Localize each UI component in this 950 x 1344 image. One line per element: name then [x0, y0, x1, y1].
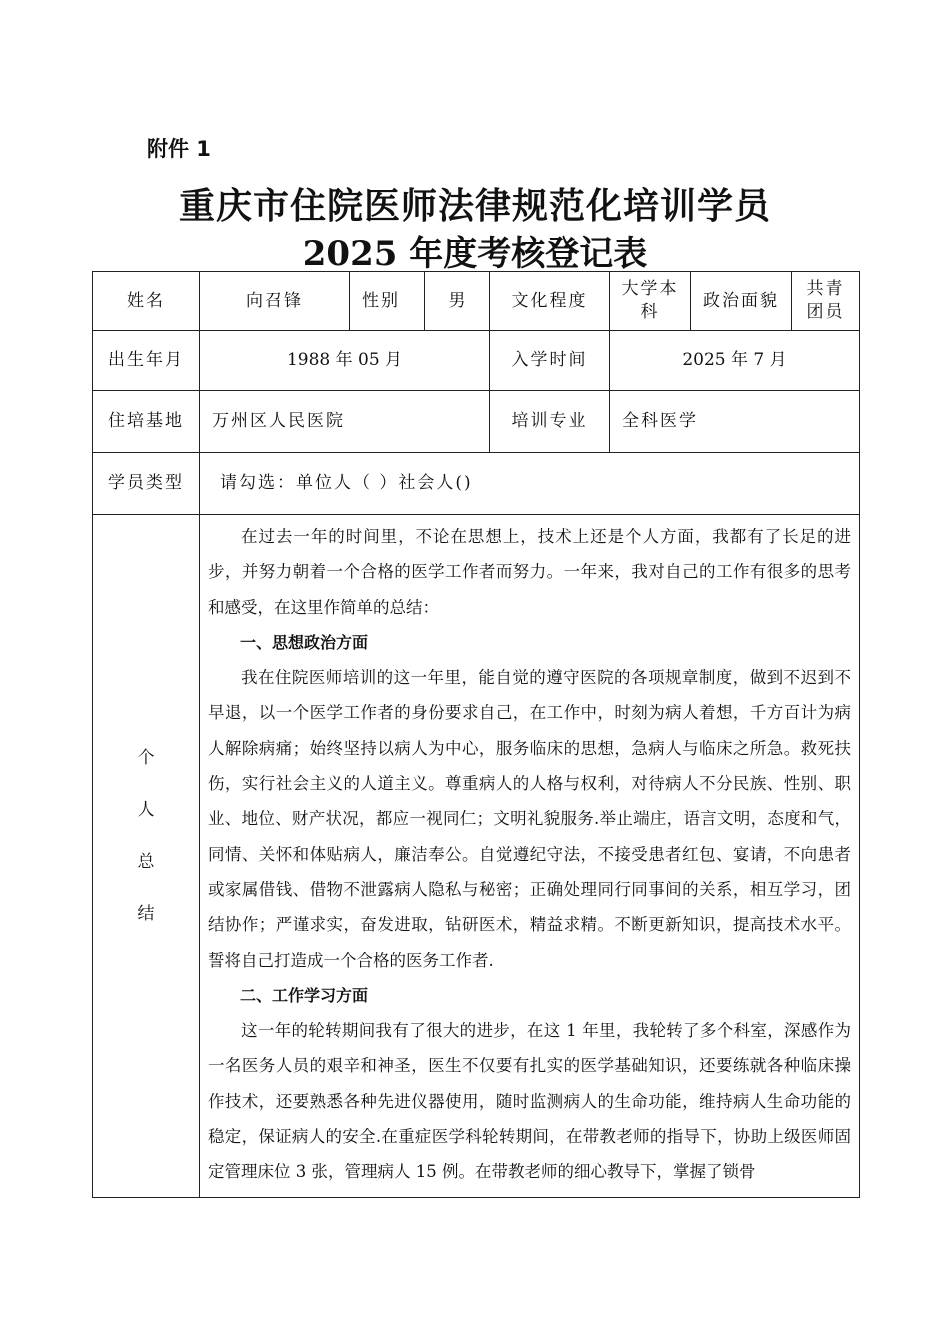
- row-basic-info: [93, 272, 860, 331]
- enroll-label: 入学时间: [490, 331, 610, 391]
- base-label: 住培基地: [93, 391, 200, 453]
- row-dates: [93, 331, 860, 391]
- summary-paragraph: 我在住院医师培训的这一年里，能自觉的遵守医院的各项规章制度，做到不迟到不早退，以一个医学工作者的身份要求自己，在工作中，时刻为病人着想，千方百计为病人解除病痛；始终坚持以病人为中心，服务临床的思想，急病人与临床之所急。救死扶伤，实行社会主义的人道主义。尊重病人的人格与权利，对待病人不分民族、性别、职业、地位、财产状况，都应一视同仁；文明礼貌服务.举止端庄，语言文明，态度和气，同情、关怀和体贴病人，廉洁奉公。自觉遵纪守法，不接受患者红包、宴请，不向患者或家属借钱、借物不泄露病人隐私与秘密；正确处理同行同事间的关系，相互学习，团结协作；严谨求实，奋发进取，钻研医术，精益求精。不断更新知识，提高技术水平。誓将自己打造成一个合格的医务工作者.: [208, 668, 851, 970]
- type-label: 学员类型: [93, 453, 200, 515]
- section-heading: 一、思想政治方面: [240, 632, 369, 652]
- summary-label-char: 个: [137, 748, 155, 768]
- summary-label: [93, 515, 200, 1198]
- birth-label: 出生年月: [93, 331, 200, 391]
- base-value[interactable]: 万州区人民医院: [200, 391, 490, 453]
- gender-value[interactable]: 男: [425, 272, 490, 331]
- document-title: 重庆市住院医师法律规范化培训学员: [178, 185, 771, 227]
- summary-label-char: 总: [137, 852, 155, 872]
- education-value[interactable]: 大学本科: [610, 272, 691, 331]
- politics-value[interactable]: 共青团员: [792, 272, 860, 331]
- education-label: 文化程度: [490, 272, 610, 331]
- section-heading: 二、工作学习方面: [240, 985, 369, 1005]
- registration-form-table: [92, 271, 860, 1198]
- enroll-value[interactable]: 2025 年 7 月: [610, 331, 860, 391]
- major-value[interactable]: 全科医学: [610, 391, 860, 453]
- major-label: 培训专业: [490, 391, 610, 453]
- summary-label-char: 结: [137, 904, 155, 924]
- politics-label: 政治面貌: [691, 272, 792, 331]
- row-trainee-type: [93, 453, 860, 515]
- summary-paragraph: 在过去一年的时间里，不论在思想上，技术上还是个人方面，我都有了长足的进步，并努力朝着一个合格的医学工作者而努力。一年来，我对自己的工作有很多的思考和感受，在这里作简单的总结：: [208, 527, 851, 617]
- attachment-label: 附件 1: [147, 137, 211, 161]
- summary-label-char: 人: [137, 800, 155, 820]
- type-value[interactable]: 请勾选：单位人（ ）社会人(): [200, 453, 860, 515]
- name-value[interactable]: 向召锋: [200, 272, 350, 331]
- document-subtitle: 2025 年度考核登记表: [302, 234, 648, 274]
- row-base: [93, 391, 860, 453]
- summary-content[interactable]: [200, 515, 860, 1198]
- name-label: 姓名: [93, 272, 200, 331]
- gender-label: 性别: [350, 272, 425, 331]
- row-personal-summary: [93, 515, 860, 1198]
- birth-value[interactable]: 1988 年 05 月: [200, 331, 490, 391]
- summary-paragraph: 这一年的轮转期间我有了很大的进步，在这 1 年里，我轮转了多个科室，深感作为一名医务人员的艰辛和神圣，医生不仅要有扎实的医学基础知识，还要练就各种临床操作技术，还要熟悉各种先进仪器使用，随时监测病人的生命功能，维持病人生命功能的稳定，保证病人的安全.在重症医学科轮转期间，在带教老师的指导下，协助上级医师固定管理床位 3 张，管理病人 15 例。在带教老师的细心教导下，掌握了锁骨: [208, 1021, 851, 1182]
